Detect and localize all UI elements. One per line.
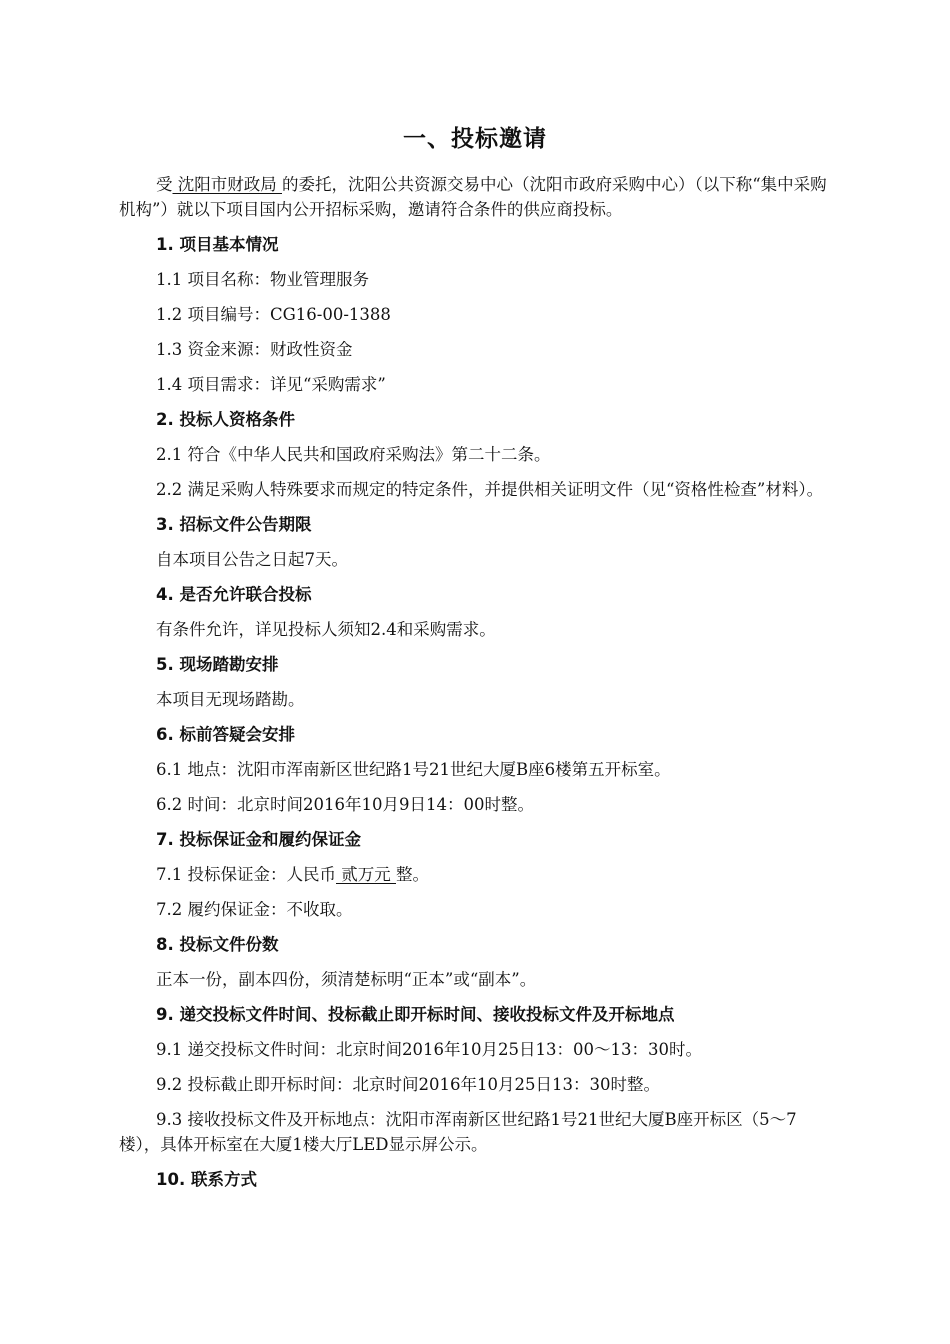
section-heading-5: 5. 现场踏勘安排 xyxy=(156,655,279,674)
section-heading-9: 9. 递交投标文件时间、投标截止即开标时间、接收投标文件及开标地点 xyxy=(156,1005,675,1024)
item-8-1: 正本一份，副本四份，须清楚标明“正本”或“副本”。 xyxy=(156,970,537,989)
item-1-4: 1.4 项目需求：详见“采购需求” xyxy=(156,375,386,394)
item-4-1: 有条件允许，详见投标人须知2.4和采购需求。 xyxy=(156,620,496,639)
item-7-2: 7.2 履约保证金：不收取。 xyxy=(156,900,353,919)
item-2-1: 2.1 符合《中华人民共和国政府采购法》第二十二条。 xyxy=(156,445,551,464)
section-heading-6: 6. 标前答疑会安排 xyxy=(156,725,295,744)
section-heading-7: 7. 投标保证金和履约保证金 xyxy=(156,830,361,849)
item-3-1: 自本项目公告之日起7天。 xyxy=(156,550,348,569)
item-9-1: 9.1 递交投标文件时间：北京时间2016年10月25日13：00～13：30时。 xyxy=(156,1040,702,1059)
document-body xyxy=(119,172,835,1202)
commissioning-org: 沈阳市财政局 xyxy=(172,175,282,194)
bid-bond-suffix: 整。 xyxy=(396,865,429,884)
document-title: 一、投标邀请 xyxy=(403,126,547,152)
section-heading-8: 8. 投标文件份数 xyxy=(156,935,279,954)
section-heading-10: 10. 联系方式 xyxy=(156,1170,257,1189)
item-1-3: 1.3 资金来源：财政性资金 xyxy=(156,340,353,359)
item-9-2: 9.2 投标截止即开标时间：北京时间2016年10月25日13：30时整。 xyxy=(156,1075,660,1094)
intro-text-2: 的委托，沈阳公共资源交易中心（沈阳市政府采购中心）（以下称“集中采购机构”）就以下项目国内公开招标采购，邀请符合条件的供应商投标。 xyxy=(119,175,827,219)
section-heading-1: 1. 项目基本情况 xyxy=(156,235,279,254)
section-heading-2: 2. 投标人资格条件 xyxy=(156,410,295,429)
item-6-1: 6.1 地点：沈阳市浑南新区世纪路1号21世纪大厦B座6楼第五开标室。 xyxy=(156,760,671,779)
item-5-1: 本项目无现场踏勘。 xyxy=(156,690,305,709)
item-7-1 xyxy=(119,862,835,887)
section-heading-3: 3. 招标文件公告期限 xyxy=(156,515,312,534)
section-heading-4: 4. 是否允许联合投标 xyxy=(156,585,312,604)
item-9-3: 9.3 接收投标文件及开标地点：沈阳市浑南新区世纪路1号21世纪大厦B座开标区（5～7楼），具体开标室在大厦1楼大厅LED显示屏公示。 xyxy=(119,1110,797,1154)
item-1-1: 1.1 项目名称：物业管理服务 xyxy=(156,270,369,289)
bid-bond-amount: 贰万元 xyxy=(336,865,396,884)
item-1-2: 1.2 项目编号：CG16-00-1388 xyxy=(156,305,391,324)
intro-text-1: 受 xyxy=(156,175,173,194)
bid-bond-label: 7.1 投标保证金：人民币 xyxy=(156,865,336,884)
item-6-2: 6.2 时间：北京时间2016年10月9日14：00时整。 xyxy=(156,795,534,814)
intro-paragraph xyxy=(119,172,835,222)
item-2-2: 2.2 满足采购人特殊要求而规定的特定条件，并提供相关证明文件（见“资格性检查”材料）。 xyxy=(156,480,824,499)
